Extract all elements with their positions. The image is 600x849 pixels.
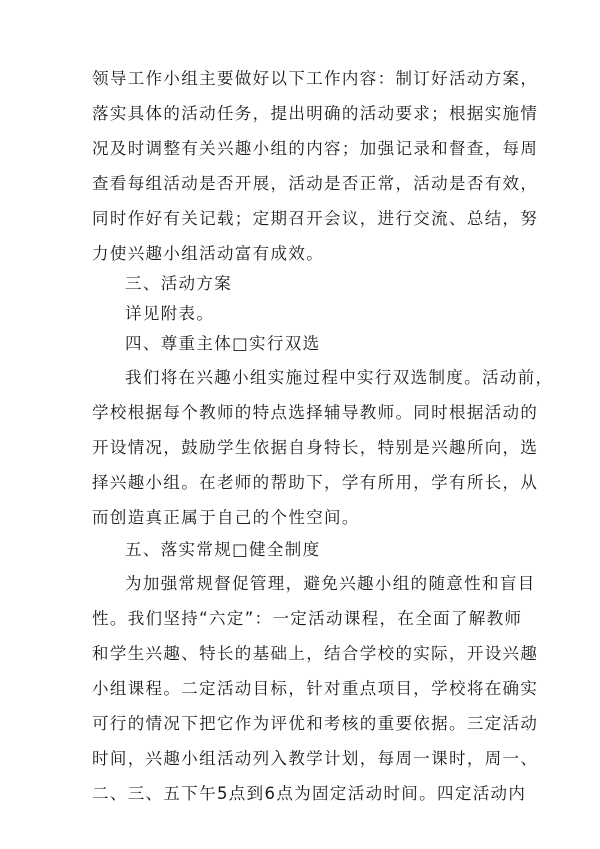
section-heading: 三、活动方案 [125,274,233,293]
paragraph-line: 二、三、五下午5点到6点为固定活动时间。四定活动内 [92,784,527,803]
paragraph-line: 开设情况，鼓励学生依据自身特长，特别是兴趣所向，选 [92,438,539,457]
paragraph-line: 而创造真正属于自己的个性空间。 [92,508,360,527]
paragraph-line: 我们将在兴趣小组实施过程中实行双选制度。活动前， [125,368,554,387]
paragraph-line: 查看每组活动是否开展，活动是否正常，活动是否有效， [92,174,539,193]
paragraph-line: 况及时调整有关兴趣小组的内容；加强记录和督查，每周 [92,139,539,158]
paragraph-line: 学校根据每个教师的特点选择辅导教师。同时根据活动的 [92,403,539,422]
paragraph-line: 同时作好有关记载；定期召开会议，进行交流、总结，努 [92,209,539,228]
paragraph-line: 小组课程。二定活动目标，针对重点项目，学校将在确实 [92,679,539,698]
paragraph-line: 详见附表。 [125,304,215,323]
paragraph-line: 择兴趣小组。在老师的帮助下，学有所用，学有所长，从 [92,473,539,492]
section-heading: 四、尊重主体□实行双选 [125,334,321,353]
paragraph-line: 和学生兴趣、特长的基础上，结合学校的实际，开设兴趣 [92,644,539,663]
paragraph-line: 领导工作小组主要做好以下工作内容：制订好活动方案， [92,69,539,88]
paragraph-line: 落实具体的活动任务，提出明确的活动要求；根据实施情 [92,104,539,123]
section-heading: 五、落实常规□健全制度 [125,540,321,559]
paragraph-line: 性。我们坚持“六定”：一定活动课程，在全面了解教师 [92,609,523,628]
paragraph-line: 力使兴趣小组活动富有成效。 [92,244,325,263]
paragraph-line: 为加强常规督促管理，避免兴趣小组的随意性和盲目 [125,574,536,593]
paragraph-line: 可行的情况下把它作为评优和考核的重要依据。三定活动 [92,714,539,733]
paragraph-line: 时间，兴趣小组活动列入教学计划，每周一课时，周一、 [92,749,539,768]
